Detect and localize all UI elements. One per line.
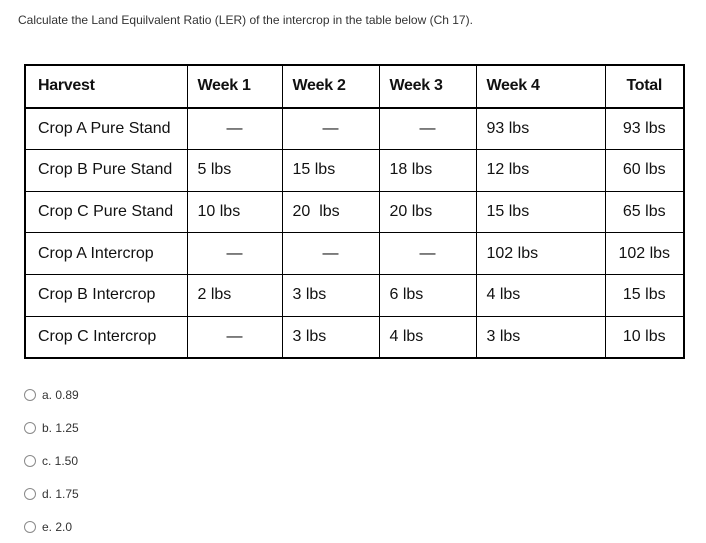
harvest-table — [24, 64, 685, 359]
table-row — [25, 108, 684, 150]
option-d[interactable] — [24, 477, 79, 510]
table-cell: 15 lbs — [476, 191, 605, 233]
option-label[interactable]: d. 1.75 — [42, 486, 79, 501]
answer-options — [24, 378, 79, 543]
table-cell: — — [282, 233, 379, 275]
table-cell: 3 lbs — [476, 316, 605, 358]
row-label: Crop B Intercrop — [25, 274, 187, 316]
row-label: Crop A Pure Stand — [25, 108, 187, 150]
table-cell-total: 15 lbs — [605, 274, 684, 316]
header-week-3: Week 3 — [379, 65, 476, 108]
header-harvest: Harvest — [25, 65, 187, 108]
question-text: Calculate the Land Equilvalent Ratio (LER) of the intercrop in the table below (Ch 17). — [18, 13, 473, 27]
option-c[interactable] — [24, 444, 79, 477]
option-label[interactable]: a. 0.89 — [42, 387, 79, 402]
option-e[interactable] — [24, 510, 79, 543]
table-cell: — — [379, 108, 476, 150]
option-label[interactable]: c. 1.50 — [42, 453, 79, 468]
table-cell: 10 lbs — [187, 191, 282, 233]
table-cell: 3 lbs — [282, 316, 379, 358]
table-cell: 4 lbs — [476, 274, 605, 316]
table-cell-total: 10 lbs — [605, 316, 684, 358]
row-label: Crop C Intercrop — [25, 316, 187, 358]
table-cell: 4 lbs — [379, 316, 476, 358]
table-cell: 5 lbs — [187, 150, 282, 192]
radio-button[interactable] — [24, 455, 36, 467]
radio-button[interactable] — [24, 422, 36, 434]
table-row — [25, 274, 684, 316]
header-week-2: Week 2 — [282, 65, 379, 108]
table-cell: 20 lbs — [379, 191, 476, 233]
option-label[interactable]: e. 2.0 — [42, 519, 73, 534]
table-cell-total: 102 lbs — [605, 233, 684, 275]
row-label: Crop B Pure Stand — [25, 150, 187, 192]
table-row — [25, 191, 684, 233]
table-row — [25, 150, 684, 192]
table-cell: — — [187, 233, 282, 275]
header-total: Total — [605, 65, 684, 108]
header-week-1: Week 1 — [187, 65, 282, 108]
table-row — [25, 233, 684, 275]
table-cell: — — [379, 233, 476, 275]
table-cell: — — [282, 108, 379, 150]
table-cell-total: 60 lbs — [605, 150, 684, 192]
table-cell: 6 lbs — [379, 274, 476, 316]
radio-button[interactable] — [24, 488, 36, 500]
row-label: Crop C Pure Stand — [25, 191, 187, 233]
table-cell: 20 lbs — [282, 191, 379, 233]
radio-button[interactable] — [24, 521, 36, 533]
table-cell: — — [187, 316, 282, 358]
table-cell-total: 93 lbs — [605, 108, 684, 150]
table-cell: — — [187, 108, 282, 150]
header-week-4: Week 4 — [476, 65, 605, 108]
table-cell: 2 lbs — [187, 274, 282, 316]
option-b[interactable] — [24, 411, 79, 444]
table-header-row — [25, 65, 684, 108]
table-cell-total: 65 lbs — [605, 191, 684, 233]
table-cell: 12 lbs — [476, 150, 605, 192]
option-a[interactable] — [24, 378, 79, 411]
row-label: Crop A Intercrop — [25, 233, 187, 275]
radio-button[interactable] — [24, 389, 36, 401]
table-cell: 93 lbs — [476, 108, 605, 150]
option-label[interactable]: b. 1.25 — [42, 420, 79, 435]
table-cell: 18 lbs — [379, 150, 476, 192]
table-row — [25, 316, 684, 358]
table-cell: 15 lbs — [282, 150, 379, 192]
table-cell: 102 lbs — [476, 233, 605, 275]
table-cell: 3 lbs — [282, 274, 379, 316]
